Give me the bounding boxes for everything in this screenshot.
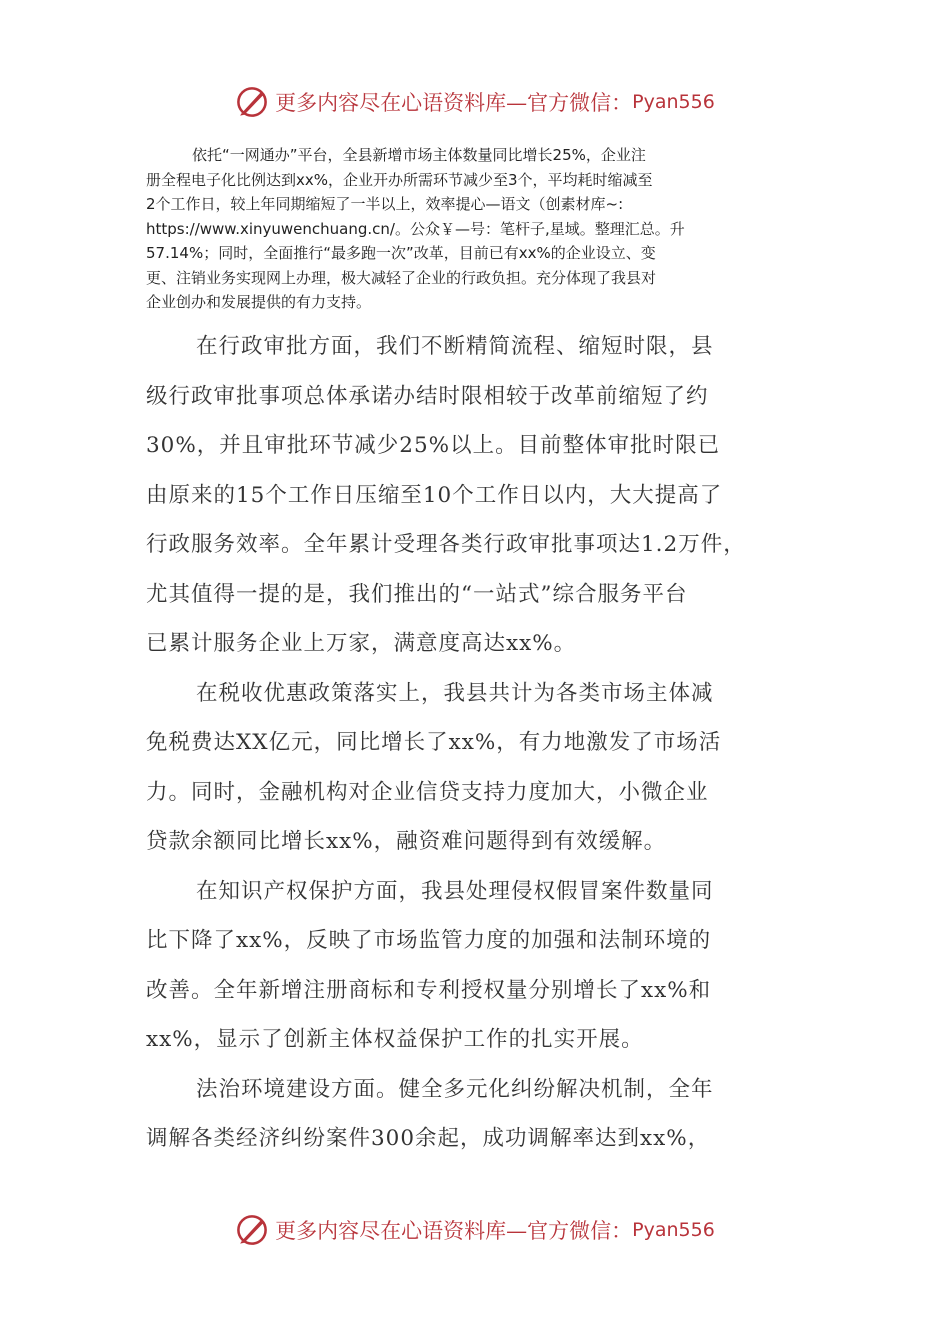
- body-line: xx%，显示了创新主体权益保护工作的扎实开展。: [146, 1027, 644, 1052]
- banner-text: 更多内容尽在心语资料库—官方微信：: [275, 1219, 633, 1243]
- body-line: 在知识产权保护方面，我县处理侵权假冒案件数量同: [196, 878, 714, 904]
- pen-logo-icon: [235, 85, 269, 119]
- intro-line: 企业创办和发展提供的有力支持。: [146, 293, 372, 311]
- intro-paragraph: [146, 143, 810, 315]
- banner-text: 更多内容尽在心语资料库—官方微信：: [275, 91, 633, 115]
- banner-wechat-id: Pyan556: [632, 91, 715, 113]
- intro-line: 更、注销业务实现网上办理，极大减轻了企业的行政负担。充分体现了我县对: [146, 268, 657, 287]
- body-line: 改善。全年新增注册商标和专利授权量分别增长了xx%和: [146, 977, 712, 1003]
- body-line: 在税收优惠政策落实上，我县共计为各类市场主体减: [196, 680, 714, 706]
- header-banner: [0, 82, 950, 122]
- intro-line: https://www.xinyuwenchuang.cn/。公众￥—号：笔杆子,星域。整理汇总。升: [146, 219, 685, 238]
- body-line: 已累计服务企业上万家，满意度高达xx%。: [146, 631, 577, 656]
- intro-line: 册全程电子化比例达到xx%，企业开办所需环节减少至3个，平均耗时缩减至: [146, 170, 653, 189]
- body-line: 免税费达XX亿元，同比增长了xx%，有力地激发了市场活: [146, 730, 722, 755]
- body-line: 在行政审批方面，我们不断精简流程、缩短时限，县: [196, 334, 714, 359]
- footer-banner: [0, 1210, 950, 1250]
- body-line: 30%，并且审批环节减少25%以上。目前整体审批时限已: [146, 433, 721, 458]
- body-line: 由原来的15个工作日压缩至10个工作日以内，大大提高了: [146, 482, 723, 508]
- intro-line: 2个工作日，较上年同期缩短了一半以上，效率提心—语文（创素材库~:: [146, 195, 624, 213]
- intro-line: 依托“一网通办”平台，全县新增市场主体数量同比增长25%，企业注: [192, 146, 646, 164]
- body-line: 法治环境建设方面。健全多元化纠纷解决机制，全年: [196, 1076, 714, 1102]
- body-line: 尤其值得一提的是，我们推出的“一站式”综合服务平台: [146, 581, 688, 607]
- body-line: 调解各类经济纠纷案件300余起，成功调解率达到xx%，: [146, 1126, 711, 1151]
- body-line: 比下降了xx%，反映了市场监管力度的加强和法制环境的: [146, 928, 712, 953]
- pen-logo-icon: [235, 1213, 269, 1247]
- body-line: 级行政审批事项总体承诺办结时限相较于改革前缩短了约: [146, 383, 709, 409]
- body-line: 行政服务效率。全年累计受理各类行政审批事项达1.2万件，: [146, 532, 746, 557]
- body-line: 贷款余额同比增长xx%，融资难问题得到有效缓解。: [146, 829, 667, 854]
- body-text: [146, 322, 810, 1164]
- body-line: 力。同时，金融机构对企业信贷支持力度加大，小微企业: [146, 779, 709, 805]
- banner-wechat-id: Pyan556: [632, 1219, 715, 1241]
- intro-line: 57.14%；同时，全面推行“最多跑一次”改革，目前已有xx%的企业设立、变: [146, 244, 656, 262]
